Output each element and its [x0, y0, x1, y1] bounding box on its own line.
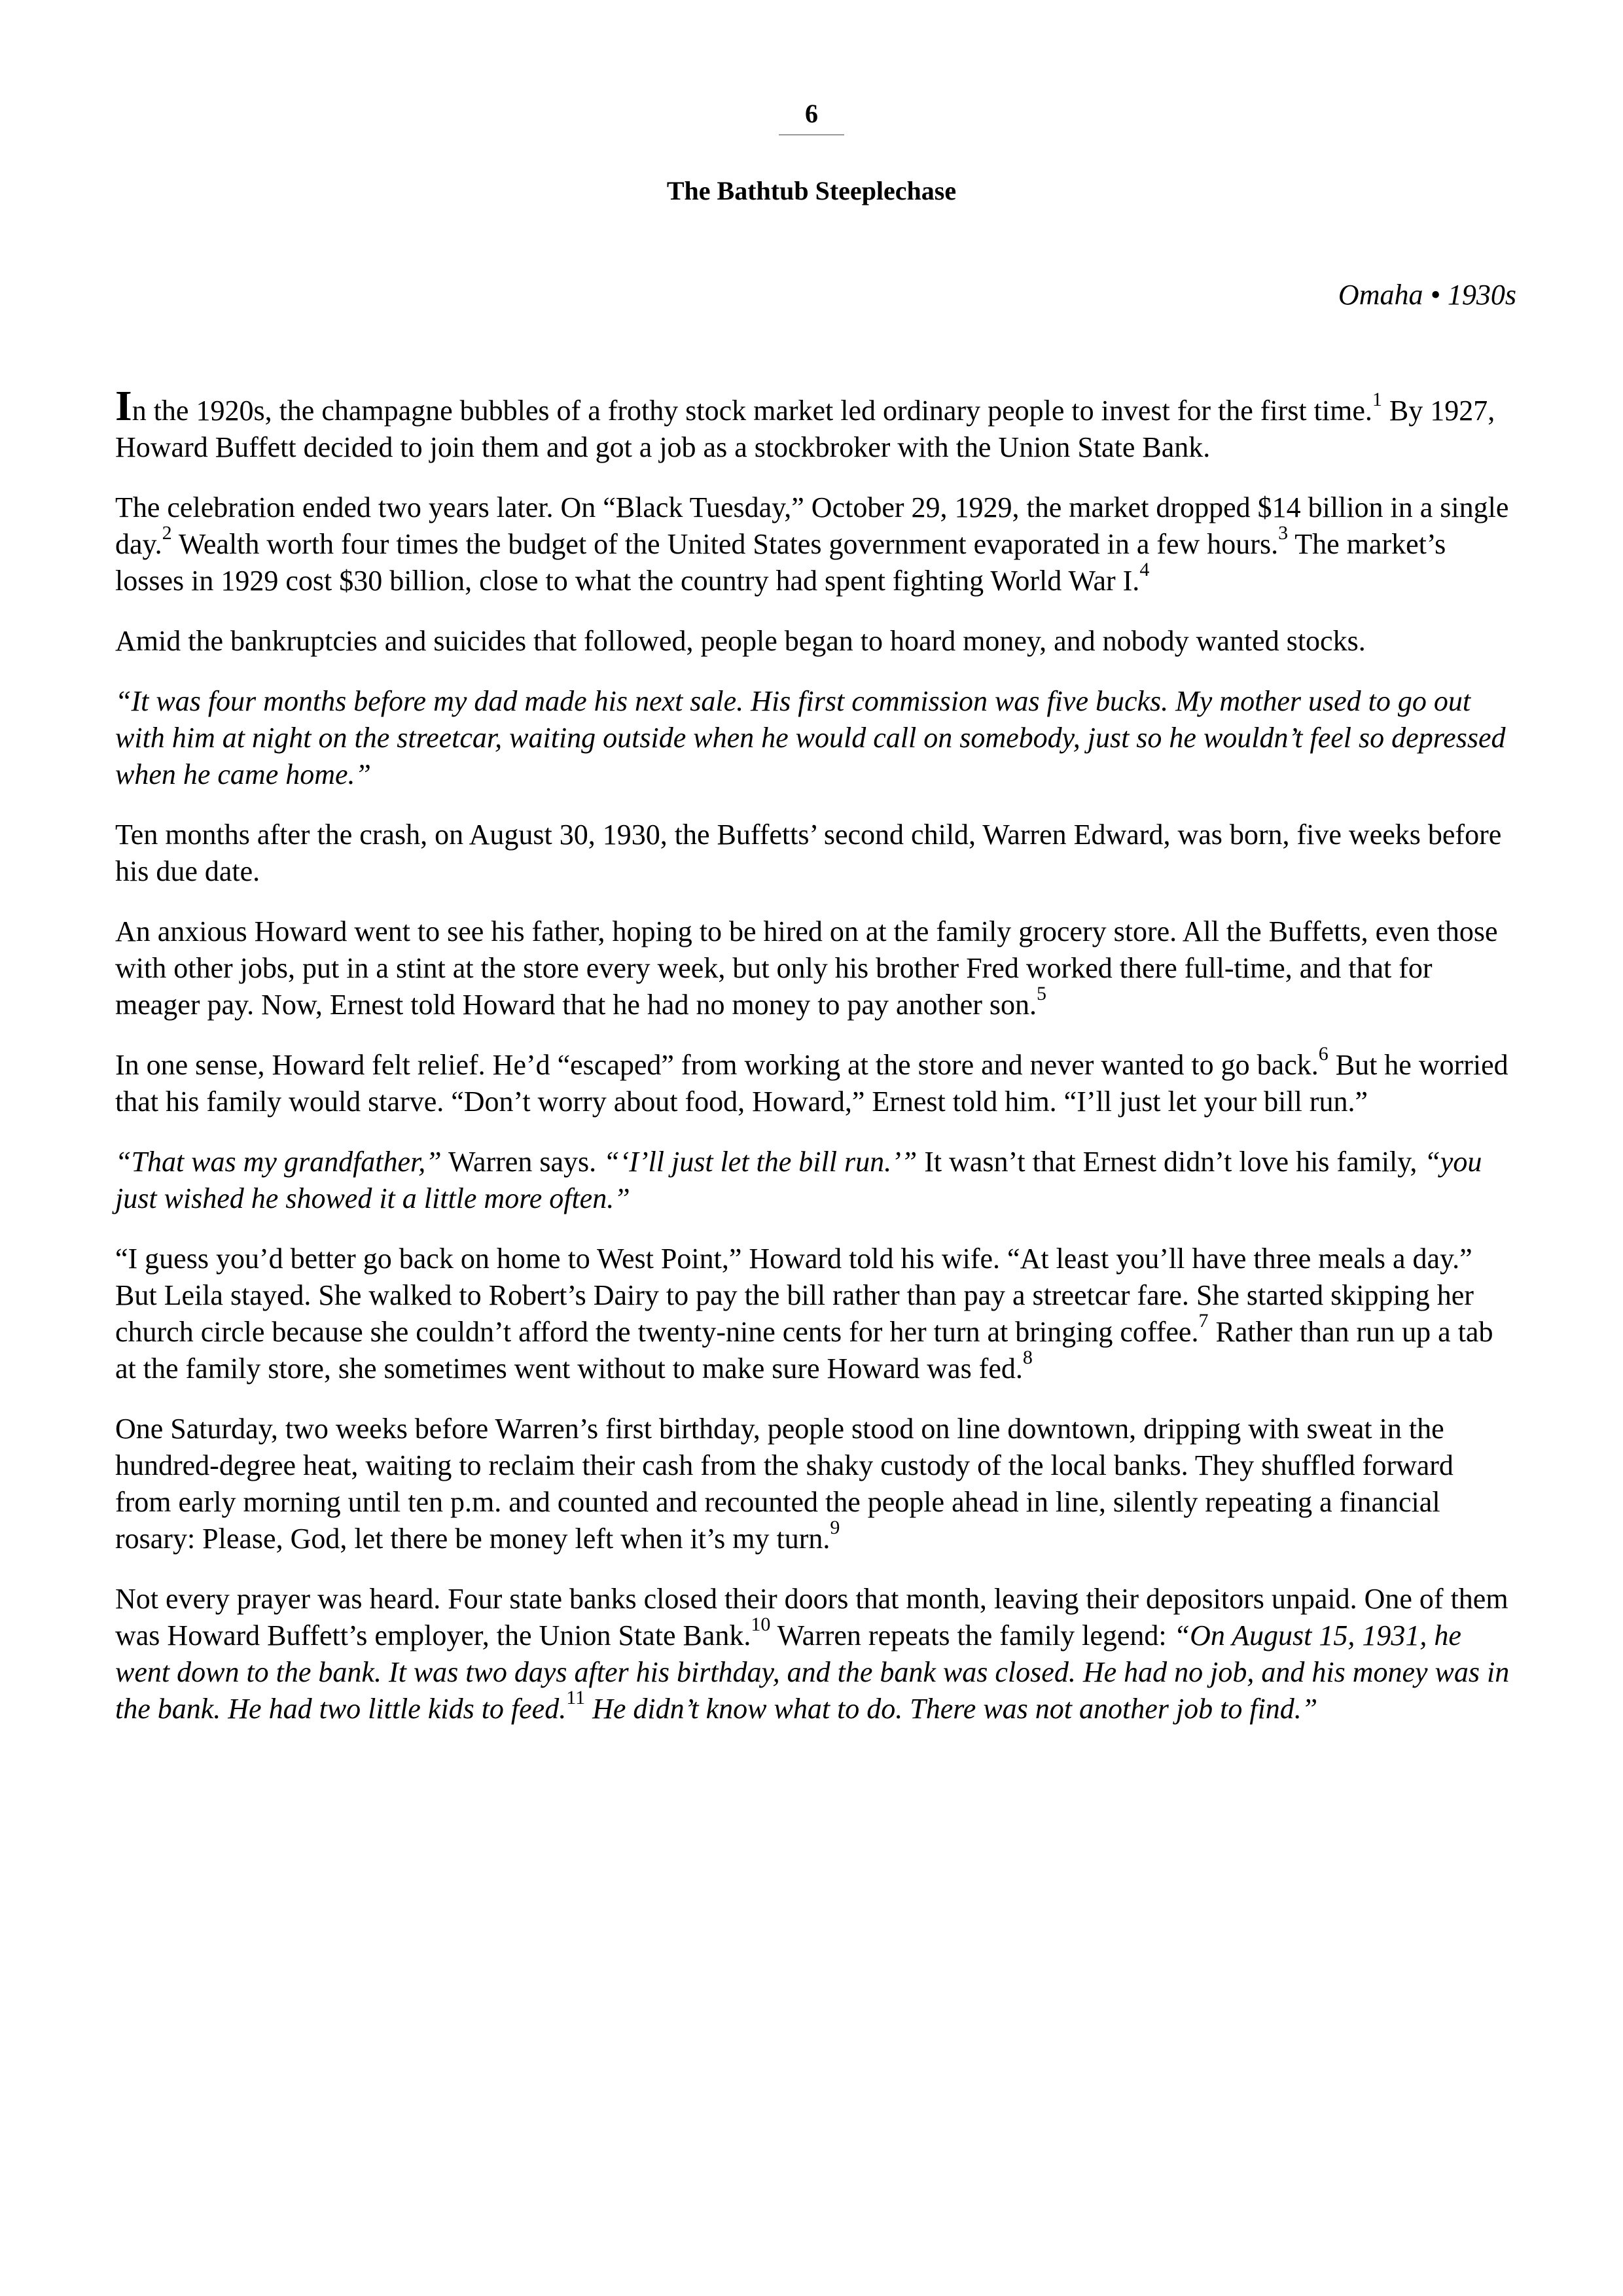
paragraph-5 [115, 817, 1516, 890]
paragraph-7 [115, 1043, 1516, 1120]
paragraph-3 [115, 623, 1516, 660]
quote-text: “On August 15, 1931, he went down to the bank. It was two days after his birthday, and the bank was closed. He had no job, and his money was in the bank. He had two little kids to feed. [115, 1619, 1510, 1725]
paragraph-text: “I guess you’d better go back on home to West Point,” Howard told his wife. “At least you’ll have three meals a day.” But Leila stayed. She walked to Robert’s Dairy to pay the bill rather than pay a streetcar fare. She started skipping her church circle because she couldn’t afford the twenty-nine cents for her turn at bringing coffee. [115, 1243, 1474, 1348]
paragraph-text: Warren repeats the family legend: [770, 1619, 1174, 1651]
paragraph-text: In one sense, Howard felt relief. He’d “escaped” from working at the store and never wanted to go back. [115, 1049, 1319, 1081]
footnote-ref-9[interactable]: 9 [830, 1517, 840, 1539]
paragraph-text: An anxious Howard went to see his father, hoping to be hired on at the family grocery store. All the Buffetts, even those with other jobs, put in a stint at the store every week, but only his brother Fred worked there full-time, and that for meager pay. Now, Ernest told Howard that he had no money to pay another son. [115, 915, 1498, 1021]
paragraph-text: Amid the bankruptcies and suicides that followed, people began to hoard money, and nobody wanted stocks. [115, 625, 1366, 657]
quote-text: “‘I’ll just let the bill run.’” [603, 1146, 918, 1178]
footnote-ref-10[interactable]: 10 [751, 1614, 771, 1636]
paragraph-text: It wasn’t that Ernest didn’t love his family, [917, 1146, 1425, 1178]
footnote-ref-7[interactable]: 7 [1198, 1310, 1209, 1332]
paragraph-text: But he worried that his family would starve. “Don’t worry about food, Howard,” Ernest told him. “I’ll just let your bill run.” [115, 1049, 1508, 1118]
paragraph-text: Ten months after the crash, on August 30, 1930, the Buffetts’ second child, Warren Edward, was born, five weeks before his due date. [115, 819, 1502, 887]
footnote-ref-4[interactable]: 4 [1139, 559, 1150, 581]
paragraph-10 [115, 1411, 1516, 1557]
paragraph-6 [115, 913, 1516, 1023]
footnote-ref-11[interactable]: 11 [566, 1687, 586, 1709]
paragraph-text: By 1927, Howard Buffett decided to join them and got a job as a stockbroker with the Union State Bank. [115, 395, 1495, 463]
paragraph-text: Not every prayer was heard. Four state banks closed their doors that month, leaving their depositors unpaid. One of them was Howard Buffett’s employer, the Union State Bank. [115, 1583, 1508, 1651]
quote-text: “That was my grandfather,” [115, 1146, 442, 1178]
paragraph-4-quote [115, 683, 1516, 793]
paragraph-text: Rather than run up a tab at the family store, she sometimes went without to make sure Howard was fed. [115, 1316, 1493, 1385]
chapter-title: The Bathtub Steeplechase [666, 176, 957, 205]
paragraph-9 [115, 1241, 1516, 1387]
quote-text: He didn’t know what to do. There was not another job to find.” [585, 1693, 1318, 1725]
paragraph-text: One Saturday, two weeks before Warren’s first birthday, people stood on line downtown, dripping with sweat in the hundred-degree heat, waiting to reclaim their cash from the shaky custody of the local banks. They shuffled forward from early morning until ten p.m. and counted and recounted the people ahead in line, silently repeating a financial rosary: Please, God, let there be money left when it’s my turn. [115, 1413, 1454, 1555]
chapter-body [115, 382, 1516, 1751]
quote-text: “It was four months before my dad made his next sale. His first commission was five bucks. My mother used to go out with him at night on the streetcar, waiting outside when he would call on somebody, just so he wouldn’t feel so depressed when he came home.” [115, 685, 1506, 790]
drop-cap: I [115, 382, 132, 430]
paragraph-1 [115, 382, 1516, 466]
footnote-ref-8[interactable]: 8 [1022, 1347, 1033, 1369]
chapter-number: 6 [805, 99, 818, 128]
paragraph-text: Wealth worth four times the budget of the United States government evaporated in a few hours. [171, 528, 1279, 560]
paragraph-text: The celebration ended two years later. On “Black Tuesday,” October 29, 1929, the market dropped $14 billion in a single day. [115, 491, 1509, 560]
chapter-dateline: Omaha • 1930s [1338, 279, 1516, 311]
footnote-ref-2[interactable]: 2 [162, 522, 172, 544]
paragraph-8 [115, 1144, 1516, 1217]
paragraph-11 [115, 1581, 1516, 1727]
chapter-number-rule [779, 134, 844, 135]
paragraph-text: The market’s losses in 1929 cost $30 billion, close to what the country had spent fighting World War I. [115, 528, 1446, 597]
footnote-ref-5[interactable]: 5 [1037, 983, 1047, 1005]
footnote-ref-3[interactable]: 3 [1278, 522, 1289, 544]
paragraph-text: n the 1920s, the champagne bubbles of a frothy stock market led ordinary people to invest for the first time. [132, 395, 1372, 427]
quote-text: “you just wished he showed it a little more often.” [115, 1146, 1482, 1214]
paragraph-text: Warren says. [441, 1146, 604, 1178]
footnote-ref-1[interactable]: 1 [1372, 389, 1382, 411]
footnote-ref-6[interactable]: 6 [1318, 1043, 1329, 1065]
paragraph-2 [115, 489, 1516, 599]
